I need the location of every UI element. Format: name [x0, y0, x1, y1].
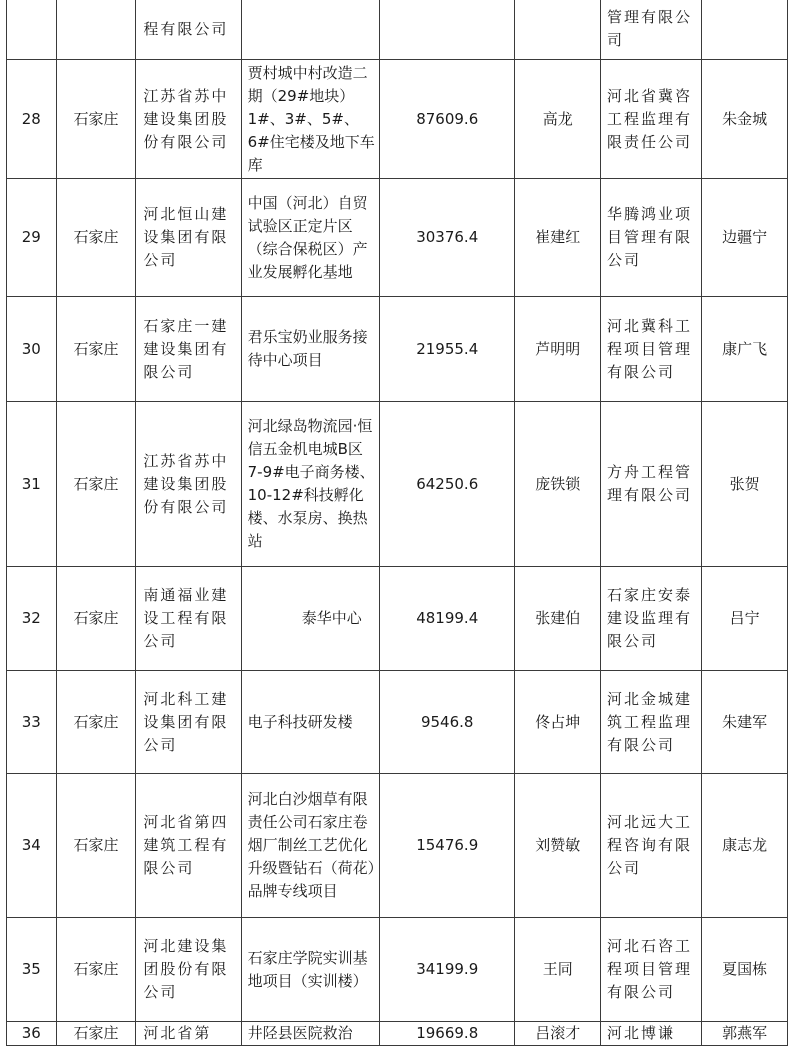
cell-project: [241, 671, 379, 774]
cell-area: 19669.8: [380, 1022, 515, 1046]
cell-builder: [136, 774, 241, 918]
cell-chief: 夏国栋: [702, 918, 788, 1022]
cell-builder: [136, 179, 241, 297]
project-text: 中国（河北）自贸试验区正定片区（综合保税区）产业发展孵化基地: [247, 193, 368, 281]
cell-project: [241, 774, 379, 918]
cell-builder: [136, 671, 241, 774]
cell-project: [241, 60, 379, 179]
cell-area: 21955.4: [380, 297, 515, 402]
cell-project: [241, 0, 379, 60]
builder-text: 程有限公司: [143, 19, 229, 38]
cell-chief: 朱金城: [702, 60, 788, 179]
cell-supervisor: [601, 402, 702, 567]
cell-number: 31: [7, 402, 57, 567]
cell-project: [241, 1022, 379, 1046]
cell-supervisor: [601, 0, 702, 60]
cell-number: [7, 0, 57, 60]
cell-area: 64250.6: [380, 402, 515, 567]
cell-manager: 王同: [515, 918, 601, 1022]
cell-number: 36: [7, 1022, 57, 1046]
cell-project: [241, 297, 379, 402]
cell-manager: 吕滚才: [515, 1022, 601, 1046]
cell-chief: 康广飞: [702, 297, 788, 402]
cell-project: [241, 567, 379, 671]
project-text: 河北绿岛物流园·恒信五金机电城B区7-9#电子商务楼、10-12#科技孵化楼、水泵房、换热站: [247, 417, 375, 550]
cell-area: 34199.9: [380, 918, 515, 1022]
cell-manager: 庞铁锁: [515, 402, 601, 567]
cell-area: 15476.9: [380, 774, 515, 918]
project-text: 君乐宝奶业服务接待中心项目: [247, 328, 368, 369]
builder-text: 河北建设集团股份有限公司: [143, 937, 229, 1001]
cell-number: 29: [7, 179, 57, 297]
cell-chief: 朱建军: [702, 671, 788, 774]
cell-builder: [136, 1022, 241, 1046]
cell-supervisor: [601, 297, 702, 402]
project-text: 井陉县医院救治: [247, 1024, 353, 1042]
cell-number: 34: [7, 774, 57, 918]
cell-area: 87609.6: [380, 60, 515, 179]
table-row: [7, 567, 788, 671]
cell-number: 28: [7, 60, 57, 179]
table-row: [7, 1022, 788, 1046]
cell-builder: [136, 60, 241, 179]
cell-manager: 张建伯: [515, 567, 601, 671]
cell-area: 48199.4: [380, 567, 515, 671]
cell-manager: 崔建红: [515, 179, 601, 297]
supervisor-text: 方舟工程管理有限公司: [607, 463, 693, 504]
cell-city: 石家庄: [56, 567, 136, 671]
project-text: 贾村城中村改造二期（29#地块）1#、3#、5#、6#住宅楼及地下车库: [247, 63, 375, 174]
supervisor-text: 河北省冀咨工程监理有限责任公司: [607, 86, 693, 151]
cell-chief: 康志龙: [702, 774, 788, 918]
cell-builder: [136, 567, 241, 671]
builder-text: 江苏省苏中建设集团股份有限公司: [143, 86, 229, 151]
cell-chief: 吕宁: [702, 567, 788, 671]
cell-city: [56, 0, 136, 60]
table-row: [7, 179, 788, 297]
cell-city: 石家庄: [56, 402, 136, 567]
builder-text: 河北省第四建筑工程有限公司: [143, 813, 229, 877]
supervisor-text: 河北石咨工程项目管理有限公司: [607, 937, 693, 1001]
cell-project: [241, 402, 379, 567]
cell-city: 石家庄: [56, 918, 136, 1022]
cell-supervisor: [601, 567, 702, 671]
project-text: 泰华中心: [301, 609, 362, 627]
builder-text: 河北科工建设集团有限公司: [143, 689, 229, 754]
cell-manager: 佟占坤: [515, 671, 601, 774]
table-row: [7, 774, 788, 918]
table-row: [7, 0, 788, 60]
cell-manager: 刘赞敏: [515, 774, 601, 918]
cell-supervisor: [601, 671, 702, 774]
supervisor-text: 河北远大工程咨询有限公司: [607, 813, 693, 877]
cell-chief: [702, 0, 788, 60]
cell-supervisor: [601, 1022, 702, 1046]
cell-chief: 边疆宁: [702, 179, 788, 297]
cell-city: 石家庄: [56, 60, 136, 179]
cell-city: 石家庄: [56, 774, 136, 918]
cell-chief: 张贺: [702, 402, 788, 567]
supervisor-text: 管理有限公司: [607, 8, 693, 49]
cell-manager: [515, 0, 601, 60]
cell-area: 30376.4: [380, 179, 515, 297]
cell-city: 石家庄: [56, 1022, 136, 1046]
cell-supervisor: [601, 918, 702, 1022]
table-row: [7, 918, 788, 1022]
cell-builder: [136, 297, 241, 402]
cell-number: 33: [7, 671, 57, 774]
project-text: 电子科技研发楼: [247, 712, 353, 731]
cell-supervisor: [601, 774, 702, 918]
project-text: 石家庄学院实训基地项目（实训楼）: [247, 948, 368, 990]
cell-city: 石家庄: [56, 179, 136, 297]
supervisor-text: 华腾鸿业项目管理有限公司: [607, 205, 693, 269]
builder-text: 河北省第: [143, 1024, 212, 1042]
supervisor-text: 河北冀科工程项目管理有限公司: [607, 316, 693, 381]
cell-number: 32: [7, 567, 57, 671]
table-row: [7, 402, 788, 567]
builder-text: 河北恒山建设集团有限公司: [143, 205, 229, 269]
cell-manager: 芦明明: [515, 297, 601, 402]
project-text: 河北白沙烟草有限责任公司石家庄卷烟厂制丝工艺优化升级暨钻石（荷花）品牌专线项目: [247, 790, 376, 900]
cell-number: 35: [7, 918, 57, 1022]
cell-manager: 高龙: [515, 60, 601, 179]
cell-number: 30: [7, 297, 57, 402]
cell-supervisor: [601, 60, 702, 179]
table-row: [7, 60, 788, 179]
cell-builder: [136, 0, 241, 60]
cell-city: 石家庄: [56, 297, 136, 402]
cell-project: [241, 179, 379, 297]
cell-city: 石家庄: [56, 671, 136, 774]
supervisor-text: 石家庄安泰建设监理有限公司: [607, 586, 693, 650]
builder-text: 石家庄一建建设集团有限公司: [143, 316, 229, 381]
cell-builder: [136, 402, 241, 567]
cell-builder: [136, 918, 241, 1022]
award-table: [6, 0, 788, 1046]
cell-area: 9546.8: [380, 671, 515, 774]
supervisor-text: 河北金城建筑工程监理有限公司: [607, 689, 693, 754]
builder-text: 江苏省苏中建设集团股份有限公司: [143, 451, 229, 516]
cell-supervisor: [601, 179, 702, 297]
supervisor-text: 河北博谦: [607, 1024, 676, 1042]
cell-project: [241, 918, 379, 1022]
cell-chief: 郭燕军: [702, 1022, 788, 1046]
table-row: [7, 671, 788, 774]
builder-text: 南通福业建设工程有限公司: [143, 586, 229, 650]
table-row: [7, 297, 788, 402]
cell-area: [380, 0, 515, 60]
